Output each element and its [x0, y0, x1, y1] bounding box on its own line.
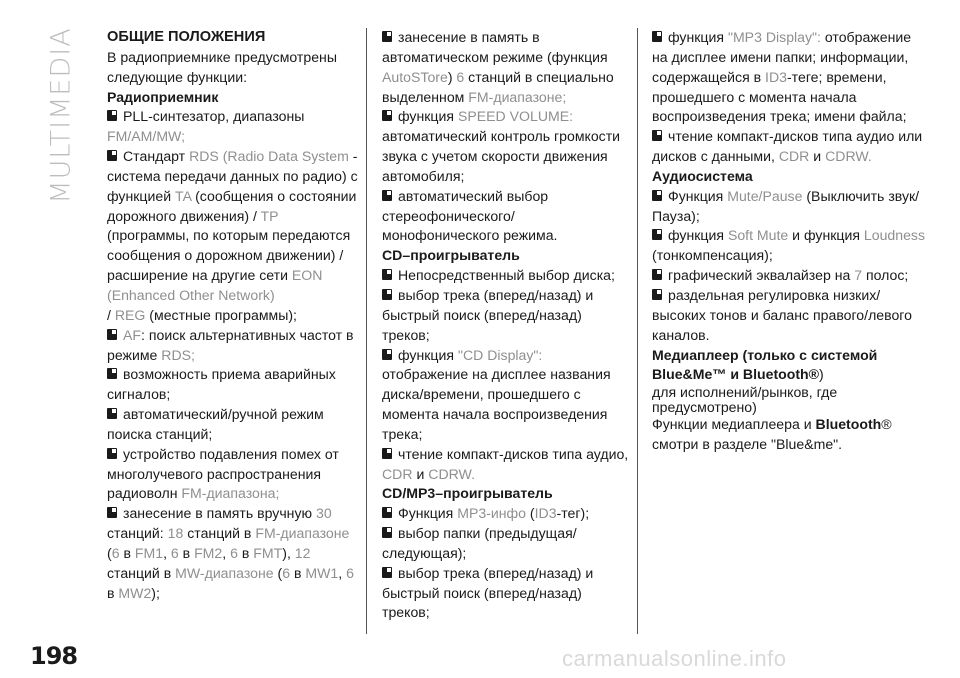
bullet-icon	[107, 368, 117, 379]
list-item: функция Soft Mute и функция Loudness (тонкомпенсация);	[652, 227, 926, 264]
bullet-icon	[382, 507, 392, 518]
section-label: MULTIMEDIA	[45, 26, 77, 204]
note: для исполнений/рынков, где предусмотрено)	[652, 384, 838, 416]
intro-paragraph: В радиоприемнике предусмотрены следующие функции:	[107, 48, 337, 85]
bullet-icon	[107, 329, 117, 340]
page-number: 198	[30, 642, 78, 670]
list-item: возможность приема аварийных сигналов;	[107, 366, 336, 403]
list-item: автоматический выбор стереофонического/ монофонического режима.	[382, 187, 558, 244]
column-1	[107, 28, 359, 603]
list-item: Функция Mute/Pause (Выключить звук/Пауза);	[652, 187, 920, 224]
list-item: Стандарт RDS (Radio Data System - система передачи данных по радио) с функцией TA (сообщения о состоянии дорожного движения) / TP (программы, по которым передаются сообщения о дорожном движении) / расширение на другие сети EON (Enhanced Other Network) / REG (местные программы);	[107, 148, 358, 323]
bullet-icon	[382, 31, 392, 42]
subsection-title: CD/MP3–проигрыватель	[382, 485, 553, 502]
list-item: занесение в память вручную 30 станций: 18 станций в FM-диапазоне (6 в FM1, 6 в FM2, 6 в FMT), 12 станций в MW-диапазоне (6 в MW1, 6 в MW2);	[107, 505, 354, 601]
column-divider	[366, 28, 367, 634]
list-item: Функция MP3-инфо (ID3-тег);	[382, 504, 632, 524]
bullet-icon	[107, 448, 117, 459]
list-item: выбор папки (предыдущая/ следующая);	[382, 525, 577, 561]
bullet-icon	[652, 31, 662, 42]
bullet-icon	[652, 289, 662, 300]
list-item: автоматический/ручной режим поиска станций;	[107, 406, 324, 442]
subsection-title: CD–проигрыватель	[382, 247, 520, 264]
subsection-title: Радиоприемник	[107, 88, 219, 105]
list-item: чтение компакт-дисков типа аудио, CDR и CDRW.	[382, 445, 629, 482]
list-item: выбор трека (вперед/назад) и быстрый поиск (вперед/назад) треков;	[382, 286, 594, 343]
bullet-icon	[107, 150, 117, 161]
bullet-icon	[382, 269, 392, 280]
list-item: раздельная регулировка низких/высоких тонов и баланс правого/левого каналов.	[652, 286, 912, 343]
bullet-icon	[382, 527, 392, 538]
column-2	[382, 28, 632, 623]
section-title: ОБЩИЕ ПОЛОЖЕНИЯ	[107, 29, 266, 45]
bullet-icon	[652, 130, 662, 141]
list-item: AF: поиск альтернативных частот в режиме RDS;	[107, 326, 354, 363]
bullet-icon	[382, 567, 392, 578]
list-item: функция SPEED VOLUME: автоматический контроль громкости звука с учетом скорости движения автомобиля;	[382, 108, 621, 184]
list-item: чтение компакт-дисков типа аудио или дисков с данными, CDR и CDRW.	[652, 128, 923, 165]
bullet-icon	[382, 110, 392, 121]
column-divider	[637, 28, 638, 634]
bullet-icon	[107, 507, 117, 518]
bullet-icon	[107, 408, 117, 419]
list-item: функция "CD Display": отображение на дисплее названия диска/времени, прошедшего с момента начала воспроизведения трека;	[382, 346, 611, 442]
bullet-icon	[382, 289, 392, 300]
watermark: carmanualsonline.info	[562, 646, 787, 671]
list-item: устройство подавления помех от многолучевого распространения радиоволн FM-диапазона;	[107, 445, 339, 502]
bullet-icon	[382, 190, 392, 201]
bullet-icon	[652, 190, 662, 201]
list-item: Непосредственный выбор диска;	[382, 266, 632, 286]
list-item: выбор трека (вперед/назад) и быстрый поиск (вперед/назад) треков;	[382, 564, 594, 621]
list-item: занесение в память в автоматическом режиме (функция AutoSTore) 6 станций в специально выделенном FM-диапазоне;	[382, 29, 614, 105]
bullet-icon	[382, 448, 392, 459]
bullet-icon	[382, 349, 392, 360]
list-item: функция "MP3 Display": отображение на дисплее имени папки; информации, содержащейся в ID3-теге; времени, прошедшего с момента начала воспроизведения трека; имени файла;	[652, 29, 912, 125]
bullet-icon	[107, 110, 117, 121]
list-item: PLL-синтезатор, диапазоны FM/AM/MW;	[107, 108, 305, 145]
bullet-icon	[652, 229, 662, 240]
column-3	[652, 28, 927, 455]
bullet-icon	[652, 269, 662, 280]
paragraph: Функции медиаплеера и Bluetooth® смотри в разделе "Blue&me".	[652, 416, 892, 453]
subsection-title: Аудиосистема	[652, 167, 753, 184]
list-item: графический эквалайзер на 7 полос;	[652, 266, 927, 286]
subsection-title: Медиаплеер (только с системой Blue&Me™ и Bluetooth®)	[652, 346, 878, 383]
